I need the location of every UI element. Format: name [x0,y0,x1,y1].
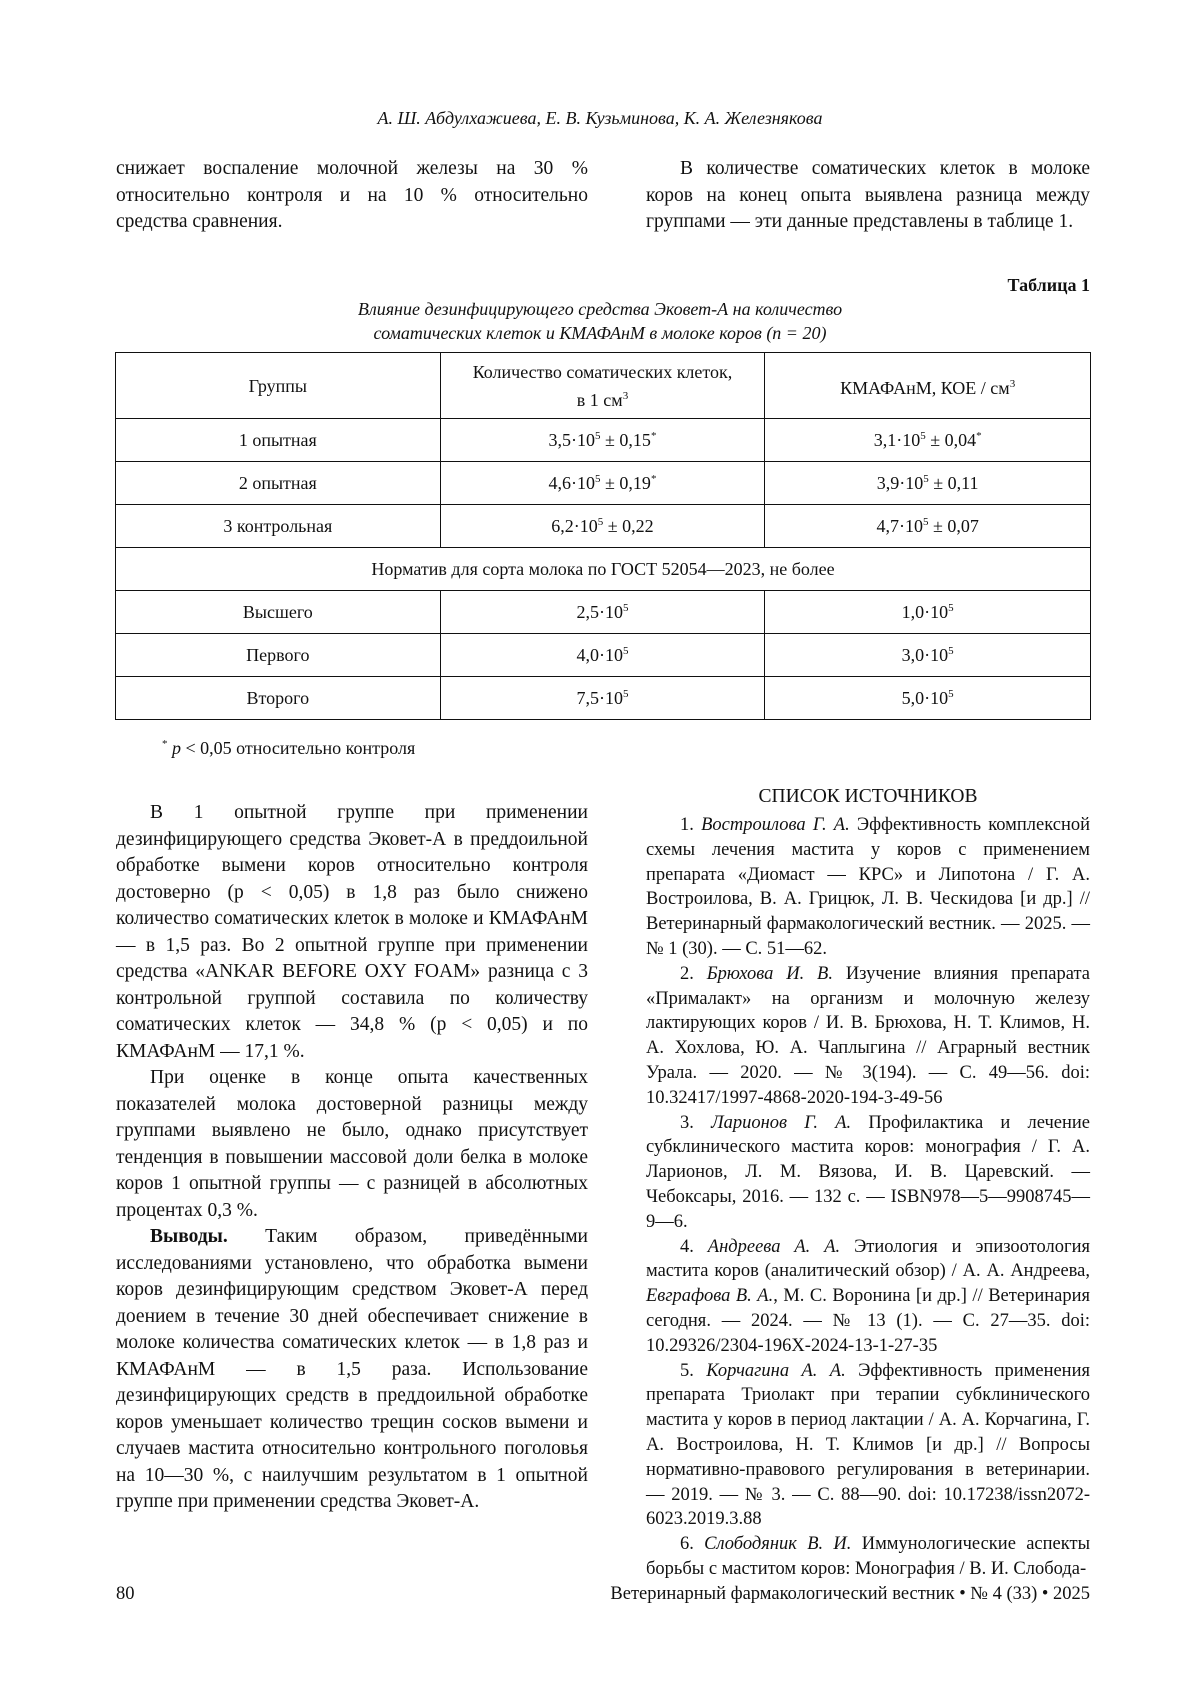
significance-mark: * [650,472,657,485]
reference-text: Эффективность комплексной схемы лечения мастита у коров с применением препарата «Диомаст — КРС» и Липотона / Г. А. Востроилова, В. А. Грицюк, Л. В. Ческидова [и др.] // Ветеринарный фармакологический вестник. — 2025. — № 1 (30). — С. 51—62. [646,815,1090,959]
reference-number: 3. [680,1112,694,1133]
intro-right-paragraph [646,156,1090,236]
cell-grade: Высшего [116,591,441,634]
reference-item [646,1532,1090,1582]
cell-error: ± 0,22 [607,515,654,536]
col-header-groups: Группы [116,353,441,419]
cell-value: 4,6·10 [548,472,596,493]
col-header-cells-line-1: Количество соматических клеток, [472,361,733,382]
cell-value: 3,0·10 [901,644,949,665]
table-label: Таблица 1 [1007,275,1090,295]
reference-item [646,1235,1090,1359]
cell-group: 3 контрольная [116,505,441,548]
references-title: СПИСОК ИСТОЧНИКОВ [758,786,978,807]
cell-value: 4,0·10 [576,644,623,665]
cell-exp: 5 [597,515,604,528]
cell-exp: 5 [595,472,601,485]
cell-exp: 5 [948,601,954,614]
cell-kmafanm [765,419,1091,462]
cell-value: 1,0·10 [901,601,949,622]
cell-value: 6,2·10 [551,515,598,536]
reference-text: Изучение влияния препарата «Прималакт» на организм и молочную железу лактирующих коров / И. В. Брюхова, Н. Т. Климов, Н. А. Хохлова, Ю. А. Чаплыгина // Аграрный вестник Урала. — 2020. — № 3(194). — С. 49—56. doi: 10.32417/1997-4868-2020-194-3-49-56 [646,963,1091,1108]
body-left-column [116,800,588,1516]
reference-text-tail: , М. С. Воронина [и др.] // Ветеринария сегодня. — 2024. — № 13 (1). — С. 27—35. doi: 10.29326/2304-196X-2024-13-1-27-35 [646,1286,1090,1356]
reference-text: Эффективность применения препарата Триолакт при терапии субклинического мастита у коров в период лактации / А. А. Корчагина, Г. А. Востроилова, Н. Т. Климов [и др.] // Вопросы нормативно-правового регулирования в ветеринарии. — 2019. — № 3. — С. 88—90. doi: 10.17238/issn2072-6023.2019.3.88 [646,1360,1090,1530]
cell-value: 7,5·10 [576,687,623,708]
cell-somatic [440,419,765,462]
reference-author: Слободяник В. И. [704,1534,852,1555]
cell-somatic [440,462,765,505]
body-paragraph-1: В 1 опытной группе при применении дезинфицирующего средства Эковет-А в преддоильной обработке вымени коров относительно контроля достоверно (p < 0,05) в 1,8 раз было снижено количество соматических клеток в молоке и КМАФАнМ — в 1,5 раз. Во 2 опытной группе при применении средства «ANKAR BEFORE OXY FOAM» разница с 3 контрольной группой составила по количеству соматических клеток — 34,8 % (p < 0,05) и по КМАФАнМ — 17,1 %. [116,802,588,1062]
cell-grade: Второго [116,677,441,720]
conclusions-heading: Выводы. [150,1226,228,1247]
cell-somatic [440,505,765,548]
cell-value: 3,9·10 [876,472,924,493]
cell-group: 2 опытная [116,462,441,505]
col-header-kmafanm-text: КМАФАнМ, КОЕ / см [840,377,1010,398]
reference-author: Корчагина А. А. [706,1360,846,1381]
reference-number: 2. [680,963,694,984]
journal-footer: Ветеринарный фармакологический вестник • № 4 (33) • 2025 [610,1584,1090,1604]
cell-value: 4,7·10 [876,515,923,536]
reference-item [646,813,1090,962]
table-caption [0,297,1200,345]
footnote-text: < 0,05 относительно контроля [185,738,416,758]
significance-mark: * [650,429,657,442]
table-caption-line-1: Влияние дезинфицирующего средства Эковет-А на количество [357,299,843,319]
table-row [116,462,1091,505]
intro-right-text: В количестве соматических клеток в молоке коров на конец опыта выявлена разница между группами — эти данные представлены в таблице 1. [646,158,1090,232]
cell-exp: 5 [922,515,929,528]
col-header-kmafanm-sup: 3 [1009,377,1016,390]
col-header-kmafanm [765,353,1091,419]
reference-item [646,1359,1090,1533]
reference-author: Андреева А. А. [707,1236,841,1257]
cell-kmafanm [765,634,1091,677]
table-footnote [162,738,415,759]
cell-exp: 5 [948,687,954,700]
cell-kmafanm [765,505,1091,548]
reference-author: Брюхова И. В. [706,963,833,984]
reference-number: 4. [680,1236,694,1257]
cell-error: ± 0,07 [932,515,979,536]
table-row [116,677,1091,720]
reference-number: 1. [680,815,694,835]
reference-author: Ларионов Г. А. [711,1112,852,1133]
intro-left-paragraph [116,156,588,236]
reference-item [646,962,1090,1111]
reference-author: Востроилова Г. А. [701,815,850,835]
significance-mark: * [976,429,982,442]
table-row [116,505,1091,548]
cell-exp: 5 [923,472,929,485]
results-table [115,352,1091,720]
cell-error: ± 0,04 [930,429,977,450]
body-paragraph-2: При оценке в конце опыта качественных показателей молока достоверной разницы между группами выявлено не было, однако присутствует тенденция в повышении массовой доли белка в молоке коров 1 опытной группы — с разницей в абсолютных процентах 0,3 %. [116,1067,588,1221]
footnote-p-symbol: p [172,738,181,758]
col-header-cells [440,353,765,419]
reference-number: 6. [680,1534,694,1555]
cell-somatic [440,634,765,677]
cell-kmafanm [765,462,1091,505]
cell-exp: 5 [595,429,601,442]
cell-somatic [440,677,765,720]
col-header-cells-line-2: в 1 см [576,389,623,410]
cell-value: 5,0·10 [901,687,949,708]
cell-exp: 5 [622,687,629,700]
cell-error: ± 0,15 [605,429,651,450]
cell-value: 2,5·10 [576,601,623,622]
reference-text: Иммунологические аспекты борьбы с маститом коров: Монография / В. И. Слобода- [646,1534,1090,1579]
table-row [116,634,1091,677]
references-list [646,813,1090,1582]
reference-text: Этиология и эпизоотология мастита коров (аналитический обзор) / А. А. Андреева, [646,1236,1091,1282]
cell-value: 3,1·10 [873,429,921,450]
norm-header-cell: Норматив для сорта молока по ГОСТ 52054—2023, не более [116,548,1091,591]
reference-item [646,1111,1090,1235]
cell-error: ± 0,11 [933,472,979,493]
table-header-row [116,353,1091,419]
cell-somatic [440,591,765,634]
cell-kmafanm [765,591,1091,634]
cell-group: 1 опытная [116,419,441,462]
cell-grade: Первого [116,634,441,677]
table-row [116,591,1091,634]
cell-kmafanm [765,677,1091,720]
cell-exp: 5 [920,429,926,442]
cell-error: ± 0,19 [605,472,651,493]
reference-number: 5. [680,1360,694,1381]
intro-left-text: снижает воспаление молочной железы на 30 % относительно контроля и на 10 % относительно средства сравнения. [116,158,588,232]
conclusions-text: Таким образом, приведёнными исследованиями установлено, что обработка вымени коров дезинфицирующим средством Эковет-А перед доением в течение 30 дней обеспечивает снижение в молоке количества соматических клеток — в 1,8 раз и КМАФАнМ — в 1,5 раза. Использование дезинфицирующих средств в преддоильной обработке коров уменьшает количество трещин сосков вымени и случаев мастита относительно контрольного поголовья на 10—30 %, с наилучшим результатом в 1 опытной группе при применении средства Эковет-А. [116,1226,588,1512]
col-header-cells-sup: 3 [622,389,629,402]
body-paragraph-3 [116,1224,588,1516]
cell-value: 3,5·10 [548,429,596,450]
footnote-mark: * [162,738,168,750]
reference-coauthor: Евграфова В. А. [646,1286,774,1307]
table-caption-line-2: соматических клеток и КМАФАнМ в молоке коров (n = 20) [373,323,827,343]
reference-text: Профилактика и лечение субклинического мастита коров: монография / Г. А. Ларионов, Л. М. Вязова, И. В. Царевский. — Чебоксары, 2016. — 132 с. — ISBN978—5—9908745—9—6. [646,1112,1091,1232]
running-header: А. Ш. Абдулхажиева, Е. В. Кузьминова, К. А. Железнякова [377,108,823,128]
cell-exp: 5 [622,601,629,614]
table-norm-header-row [116,548,1091,591]
cell-exp: 5 [622,644,629,657]
table-row [116,419,1091,462]
page-number: 80 [116,1584,135,1604]
cell-exp: 5 [948,644,954,657]
